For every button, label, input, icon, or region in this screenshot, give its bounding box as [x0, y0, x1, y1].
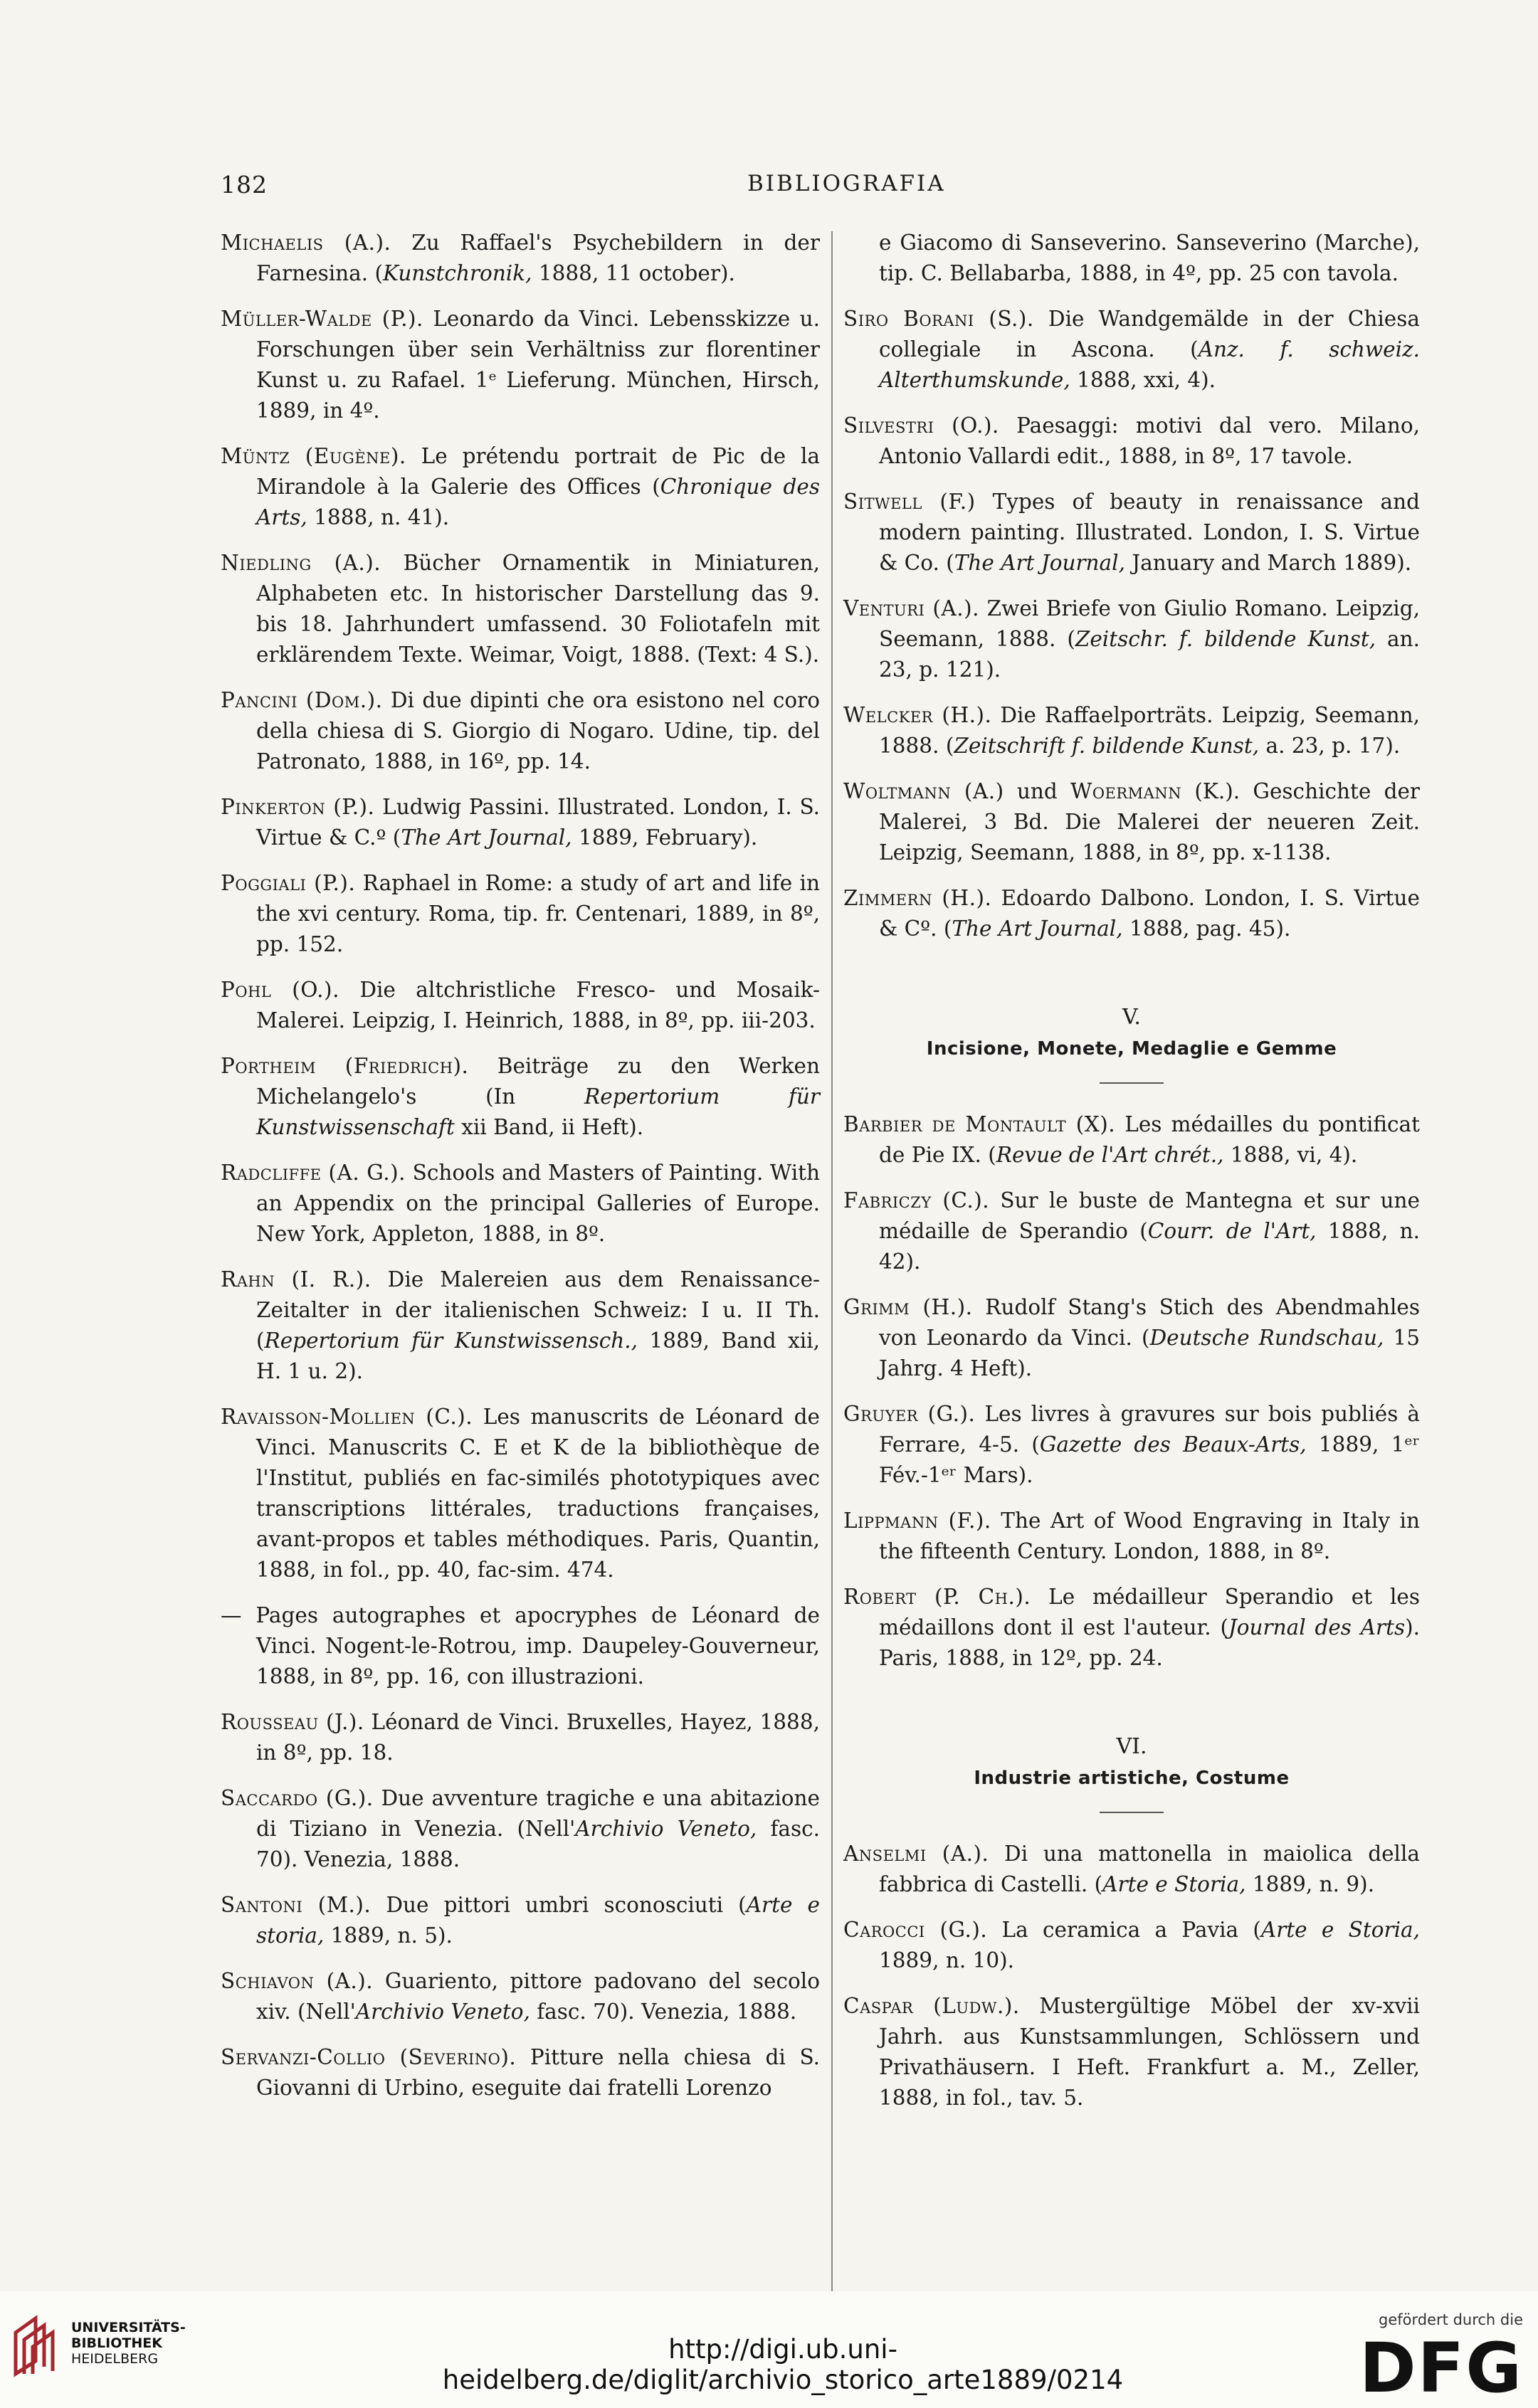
entry-author: Ravaisson-Mollien (C.).	[221, 1405, 473, 1429]
right-column	[843, 228, 1420, 2128]
footer-bar	[0, 2291, 1538, 2408]
entry-journal-title: Archivio Veneto,	[355, 2000, 530, 2024]
bibliography-entry: Woltmann (A.) und Woermann (K.). Geschichte der Malerei, 3 Bd. Die Malerei der neueren Zeit. Leipzig, Seemann, 1888, in 8º, pp. x-1138.	[843, 779, 1421, 865]
entry-journal-title: Zeitschrift f. bildende Kunst,	[954, 734, 1260, 758]
bibliography-entry: Rousseau (J.). Léonard de Vinci. Bruxelles, Hayez, 1888, in 8º, pp. 18.	[221, 1710, 820, 1765]
library-name-line: BIBLIOTHEK	[71, 2335, 162, 2351]
entry-author: Welcker (H.).	[843, 703, 992, 727]
entry-author: Sitwell (F.)	[843, 490, 976, 514]
entry-author: Zimmern (H.).	[843, 886, 992, 910]
column-divider	[831, 231, 833, 2306]
bibliography-entry: Pohl (O.). Die altchristliche Fresco- und Mosaik-Malerei. Leipzig, I. Heinrich, 1888, in 8º, pp. iii-203.	[221, 978, 820, 1033]
entry-author: Pinkerton (P.).	[221, 795, 375, 819]
bibliography-entry: Zimmern (H.). Edoardo Dalbono. London, I. S. Virtue & Cº. (The Art Journal, 1888, pag. 45).	[843, 886, 1420, 941]
entry-author: Servanzi-Collio (Severino).	[221, 2045, 517, 2069]
bibliography-entry: Müller-Walde (P.). Leonardo da Vinci. Lebensskizze u. Forschungen über sein Verhältniss zur florentiner Kunst u. zu Rafael. 1ᵉ Lieferung. München, Hirsch, 1889, in 4º.	[221, 307, 820, 423]
entry-author: Rahn (I. R.).	[221, 1267, 372, 1292]
section-v-title: Incisione, Monete, Medaglie e Gemme	[926, 1038, 1337, 1060]
library-name-line: HEIDELBERG	[71, 2351, 159, 2367]
entry-journal-title: Kunstchronik,	[383, 261, 532, 285]
entry-journal-title: Chronique des Arts,	[256, 475, 820, 529]
entry-author: Portheim (Friedrich).	[221, 1054, 469, 1078]
page-number: 182	[221, 171, 268, 199]
entry-author: Müntz (Eugène).	[221, 444, 406, 468]
section-vi-entries	[843, 1839, 1420, 2113]
entry-author: Gruyer (G.).	[843, 1402, 976, 1426]
entry-journal-title: The Art Journal,	[952, 917, 1123, 941]
entry-journal-title: Courr. de l'Art,	[1147, 1219, 1317, 1243]
bibliography-entry: Schiavon (A.). Guariento, pittore padovano del secolo xiv. (Nell'Archivio Veneto, fasc. 70). Venezia, 1888.	[221, 1969, 820, 2024]
entry-journal-title: Arte e Storia,	[1102, 1872, 1246, 1896]
section-v-number: V.	[1122, 1005, 1141, 1030]
entry-journal-title: Arte e Storia,	[1260, 1918, 1420, 1942]
entry-author: Müller-Walde (P.).	[221, 307, 423, 331]
entry-journal-title: Gazette des Beaux-Arts,	[1039, 1432, 1307, 1457]
bibliography-entry: Pinkerton (P.). Ludwig Passini. Illustrated. London, I. S. Virtue & C.º (The Art Journal, 1889, February).	[221, 795, 820, 850]
section-divider	[1100, 1812, 1164, 1813]
bibliography-entry: Silvestri (O.). Paesaggi: motivi dal vero. Milano, Antonio Vallardi edit., 1888, in 8º, 17 tavole.	[843, 413, 1421, 468]
entry-author: Niedling (A.).	[221, 551, 381, 575]
entry-journal-title: Deutsche Rundschau,	[1149, 1326, 1384, 1350]
bibliography-entry: Gruyer (G.). Les livres à gravures sur bois publiés à Ferrare, 4-5. (Gazette des Beaux-Arts, 1889, 1ᵉʳ Fév.-1ᵉʳ Mars).	[843, 1402, 1420, 1487]
bibliography-entry: Saccardo (G.). Due avventure tragiche e una abitazione di Tiziano in Venezia. (Nell'Archivio Veneto, fasc. 70). Venezia, 1888.	[221, 1786, 820, 1871]
entry-author: Pohl (O.).	[221, 978, 339, 1002]
bibliography-entry: Venturi (A.). Zwei Briefe von Giulio Romano. Leipzig, Seemann, 1888. (Zeitschr. f. bildende Kunst, an. 23, p. 121).	[843, 596, 1421, 682]
page-header	[221, 171, 1431, 211]
section-vi-number: VI.	[1116, 1734, 1147, 1759]
left-column	[221, 228, 820, 2118]
entry-author: Lippmann (F.).	[843, 1509, 991, 1533]
entry-author: Rousseau (J.).	[221, 1710, 364, 1734]
entry-author: Robert (P. Ch.).	[843, 1585, 1031, 1609]
bibliography-entry: Rahn (I. R.). Die Malereien aus dem Renaissance-Zeitalter in der italienischen Schweiz: I u. II Th. (Repertorium für Kunstwissensch., 1889, Band xii, H. 1 u. 2).	[221, 1267, 820, 1383]
running-title: BIBLIOGRAFIA	[747, 171, 946, 196]
entry-author: Michaelis (A.).	[221, 231, 391, 255]
entry-author: Fabriczy (C.).	[843, 1188, 990, 1213]
library-name-line: UNIVERSITÄTS-	[71, 2320, 186, 2335]
bibliography-entry: Ravaisson-Mollien (C.). Les manuscrits de Léonard de Vinci. Manuscrits C. E et K de la bibliothèque de l'Institut, publiés en fac-similés phototypiques avec transcriptions littérales, traductions françaises, avant-propos et tables méthodiques. Paris, Quantin, 1888, in fol., pp. 40, fac-sim. 474.	[221, 1405, 820, 1582]
sponsor-note: gefördert durch die	[1379, 2311, 1523, 2328]
bibliography-entry: Pancini (Dom.). Di due dipinti che ora esistono nel coro della chiesa di S. Giorgio di Nogaro. Udine, tip. del Patronato, 1888, in 16º, pp. 14.	[221, 688, 820, 773]
bibliography-entry: e Giacomo di Sanseverino. Sanseverino (Marche), tip. C. Bellabarba, 1888, in 4º, pp. 25 con tavola.	[879, 231, 1420, 285]
bibliography-entry: Portheim (Friedrich). Beiträge zu den Werken Michelangelo's (In Repertorium für Kunstwissenschaft xii Band, ii Heft).	[221, 1054, 821, 1139]
entry-coauthor: Woermann	[1070, 779, 1182, 803]
right-column-entries	[843, 228, 1420, 944]
bibliography-entry: Michaelis (A.). Zu Raffael's Psychebildern in der Farnesina. (Kunstchronik, 1888, 11 october).	[221, 231, 820, 285]
entry-author: Radcliffe (A. G.).	[221, 1161, 406, 1185]
bibliography-entry: Siro Borani (S.). Die Wandgemälde in der Chiesa collegiale in Ascona. (Anz. f. schweiz. Alterthumskunde, 1888, xxi, 4).	[843, 307, 1420, 392]
entry-journal-title: The Art Journal,	[401, 825, 572, 850]
entry-author: Saccardo (G.).	[221, 1786, 374, 1810]
bibliography-entry: Lippmann (F.). The Art of Wood Engraving in Italy in the fifteenth Century. London, 1888, in 8º.	[843, 1509, 1420, 1563]
bibliography-entry: Grimm (H.). Rudolf Stang's Stich des Abendmahles von Leonardo da Vinci. (Deutsche Rundschau, 15 Jahrg. 4 Heft).	[843, 1295, 1420, 1380]
entry-author: Barbier de Montault (X).	[843, 1112, 1116, 1136]
library-name	[71, 2320, 186, 2367]
entry-author: Caspar (Ludw.).	[843, 1994, 1020, 2018]
entry-author: Pancini (Dom.).	[221, 688, 383, 712]
bibliography-entry: Servanzi-Collio (Severino). Pitture nella chiesa di S. Giovanni di Urbino, eseguite dai fratelli Lorenzo	[221, 2045, 820, 2100]
entry-journal-title: Repertorium für Kunstwissensch.,	[264, 1329, 638, 1353]
entry-author: Woltmann (A.)	[843, 779, 1004, 803]
bibliography-entry: Fabriczy (C.). Sur le buste de Mantegna et sur une médaille de Sperandio (Courr. de l'Art, 1888, n. 42).	[843, 1188, 1421, 1274]
section-divider	[1100, 1082, 1164, 1084]
bibliography-entry: Santoni (M.). Due pittori umbri sconosciuti (Arte e storia, 1889, n. 5).	[221, 1893, 820, 1948]
entry-journal-title: Arte e storia,	[256, 1893, 820, 1948]
bibliography-entry: Welcker (H.). Die Raffaelporträts. Leipzig, Seemann, 1888. (Zeitschrift f. bildende Kunst, a. 23, p. 17).	[843, 703, 1420, 758]
entry-author: Venturi (A.).	[843, 596, 979, 621]
entry-journal-title: Revue de l'Art chrét.,	[996, 1143, 1224, 1167]
entry-author: Silvestri (O.).	[843, 413, 999, 438]
entry-journal-title: Repertorium für Kunstwissenschaft	[256, 1084, 821, 1139]
entry-author: Siro Borani (S.).	[843, 307, 1034, 331]
bibliography-entry: Robert (P. Ch.). Le médailleur Sperandio et les médaillons dont il est l'auteur. (Journal des Arts). Paris, 1888, in 12º, pp. 24.	[843, 1585, 1420, 1670]
bibliography-entry: Caspar (Ludw.). Mustergültige Möbel der xv-xvii Jahrh. aus Kunstsammlungen, Schlössern und Privathäusern. I Heft. Frankfurt a. M., Zeller, 1888, in fol., tav. 5.	[843, 1994, 1420, 2110]
entry-journal-title: The Art Journal,	[954, 551, 1125, 575]
section-vi-title: Industrie artistiche, Costume	[974, 1768, 1290, 1789]
bibliography-entry: Müntz (Eugène). Le prétendu portrait de Pic de la Mirandole à la Galerie des Offices (Chronique des Arts, 1888, n. 41).	[221, 444, 820, 529]
bibliography-entry: Radcliffe (A. G.). Schools and Masters of Painting. With an Appendix on the principal Galleries of Europe. New York, Appleton, 1888, in 8º.	[221, 1161, 820, 1246]
entry-author: Anselmi (A.).	[843, 1842, 989, 1866]
permalink-url[interactable]: http://digi.ub.uni-heidelberg.de/diglit/archivio_storico_arte1889/0214	[442, 2334, 1124, 2395]
entry-author: Schiavon (A.).	[221, 1969, 374, 1993]
entry-author: Poggiali (P.).	[221, 871, 356, 895]
entry-author: Santoni (M.).	[221, 1893, 372, 1917]
bibliography-entry: Niedling (A.). Bücher Ornamentik in Miniaturen, Alphabeten etc. In historischer Darstellung das 9. bis 18. Jahrhundert umfassend. 30 Foliotafeln mit erklärendem Texte. Weimar, Voigt, 1888. (Text: 4 S.).	[221, 551, 820, 667]
bibliography-entry: Poggiali (P.). Raphael in Rome: a study of art and life in the xvi century. Roma, tip. fr. Centenari, 1889, in 8º, pp. 152.	[221, 871, 820, 956]
bibliography-entry: — Pages autographes et apocryphes de Léonard de Vinci. Nogent-le-Rotrou, imp. Daupeley-Gouverneur, 1888, in 8º, pp. 16, con illustrazioni.	[221, 1603, 820, 1689]
section-v-entries	[843, 1109, 1420, 1674]
bibliography-entry: Sitwell (F.) Types of beauty in renaissance and modern painting. Illustrated. London, I. S. Virtue & Co. (The Art Journal, January and March 1889).	[843, 490, 1420, 575]
entry-author: Carocci (G.).	[843, 1918, 988, 1942]
bibliography-entry: Carocci (G.). La ceramica a Pavia (Arte e Storia, 1889, n. 10).	[843, 1918, 1420, 1973]
entry-author: Grimm (H.).	[843, 1295, 973, 1319]
entry-journal-title: Archivio Veneto,	[575, 1817, 757, 1841]
dfg-logo: DFG	[1359, 2328, 1523, 2408]
entry-journal-title: Zeitschr. f. bildende Kunst,	[1075, 627, 1376, 651]
bibliography-entry: Barbier de Montault (X). Les médailles du pontificat de Pie IX. (Revue de l'Art chrét., 1888, vi, 4).	[843, 1112, 1420, 1167]
entry-journal-title: Journal des Arts	[1228, 1615, 1406, 1639]
bibliography-entry: Anselmi (A.). Di una mattonella in maiolica della fabbrica di Castelli. (Arte e Storia, 1889, n. 9).	[843, 1842, 1420, 1896]
entry-journal-title: Anz. f. schweiz. Alterthumskunde,	[879, 337, 1420, 392]
